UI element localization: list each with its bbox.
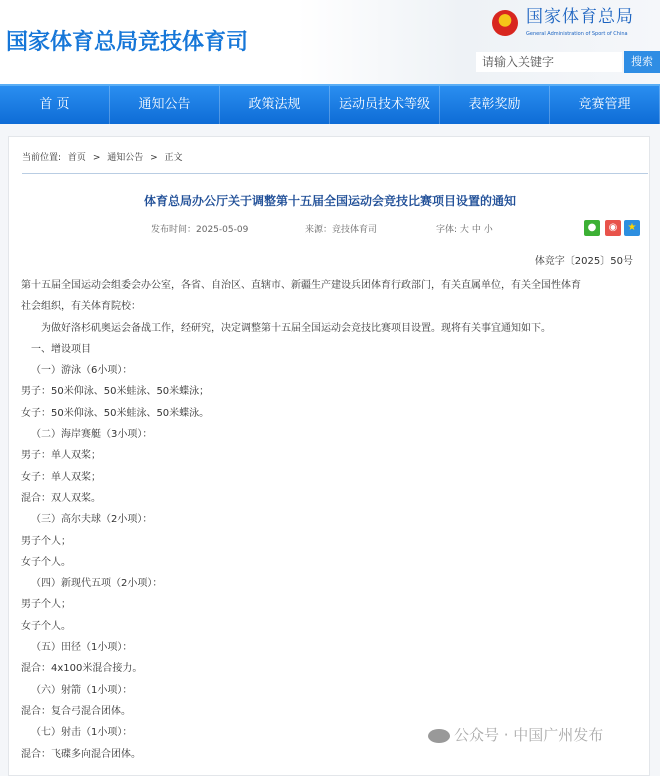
article-title: 体育总局办公厅关于调整第十五届全国运动会竞技比赛项目设置的通知 (143, 194, 516, 208)
paragraph-line: 男子：50米仰泳、50米蛙泳、50米蝶泳； (21, 386, 210, 398)
paragraph-line: 社会组织，有关体育院校： (21, 301, 141, 313)
gas-logo-en: General Administration of Sport of China (526, 31, 628, 37)
paragraph-line: 混合：飞碟多向混合团体。 (21, 748, 141, 760)
paragraph-line: （五）田径（1小项）： (31, 642, 133, 654)
article-card (8, 136, 650, 776)
nav-home[interactable]: 首 页 (0, 86, 110, 124)
search-button[interactable]: 搜索 (624, 51, 660, 73)
weibo-share-icon[interactable]: ◉ (605, 220, 621, 236)
document-number: 体竞字〔2025〕50号 (534, 256, 633, 267)
watermark (428, 726, 603, 744)
paragraph-line: 第十五届全国运动会组委会办公室，各省、自治区、直辖市、新疆生产建设兵团体育行政部门，有关直属单位，有关全国性体育 (21, 280, 581, 291)
paragraph-line: （六）射箭（1小项）： (31, 684, 133, 696)
paragraph-line: 女子：50米仰泳、50米蛙泳、50米蝶泳。 (21, 407, 210, 419)
paragraph-line: 一、增设项目 (31, 343, 91, 355)
nav-awards[interactable]: 表彰奖励 (440, 86, 550, 124)
font-size-control (436, 224, 493, 236)
gas-logo-cn[interactable]: 国家体育总局 (526, 7, 634, 27)
paragraph-line: 男子个人； (21, 599, 71, 611)
favorite-star-icon[interactable]: ★ (624, 220, 640, 236)
paragraph-line: （三）高尔夫球（2小项）： (31, 514, 153, 526)
paragraph-line: 混合：复合弓混合团体。 (21, 705, 131, 717)
paragraph-line: （一）游泳（6小项）： (31, 365, 133, 377)
paragraph-line: 混合：4x100米混合接力。 (21, 663, 143, 675)
paragraph-line: （七）射击（1小项）： (31, 727, 133, 739)
nav-policies[interactable]: 政策法规 (220, 86, 330, 124)
search-input[interactable]: 请输入关键字 (476, 52, 622, 72)
font-medium[interactable]: 中 (471, 225, 481, 235)
wechat-share-icon[interactable]: ● (584, 220, 600, 236)
paragraph-line: （四）新现代五项（2小项）： (31, 578, 163, 590)
site-header (0, 0, 660, 84)
font-size-label: 字体: (436, 225, 458, 235)
article-body (21, 275, 651, 765)
nav-competition[interactable]: 竞赛管理 (550, 86, 660, 124)
article-source: 来源：竞技体育司 (305, 225, 378, 235)
paragraph-line: 女子个人。 (21, 620, 71, 632)
breadcrumb-notices[interactable]: 通知公告 (107, 153, 144, 163)
breadcrumb (22, 152, 187, 164)
paragraph-line: 为做好洛杉矶奥运会备战工作，经研究，决定调整第十五届全国运动会竞技比赛项目设置。现将有关事宜通知如下。 (41, 322, 551, 334)
paragraph-line: 女子：单人双桨； (21, 471, 101, 483)
wechat-watermark-icon (428, 729, 450, 743)
paragraph-line: 混合：双人双桨。 (21, 492, 101, 504)
main-nav (0, 84, 660, 124)
font-large[interactable]: 大 (459, 225, 469, 235)
breadcrumb-home[interactable]: 首页 (67, 153, 86, 163)
nav-athlete-levels[interactable]: 运动员技术等级 (330, 86, 440, 124)
breadcrumb-current: 正文 (164, 153, 183, 163)
font-small[interactable]: 小 (483, 225, 493, 235)
paragraph-line: 女子个人。 (21, 556, 71, 568)
breadcrumb-separator: > (92, 153, 101, 163)
site-title[interactable]: 国家体育总局竞技体育司 (6, 30, 249, 55)
paragraph-line: 男子：单人双桨； (21, 450, 101, 462)
nav-notices[interactable]: 通知公告 (110, 86, 220, 124)
watermark-text: 公众号 · 中国广州发布 (454, 726, 604, 744)
divider (22, 173, 648, 174)
breadcrumb-separator: > (150, 153, 158, 163)
national-emblem-icon (492, 10, 518, 36)
paragraph-line: （二）海岸赛艇（3小项）： (31, 429, 153, 441)
publish-date: 发布时间：2025-05-09 (151, 225, 249, 235)
paragraph-line: 男子个人； (21, 535, 71, 547)
breadcrumb-label: 当前位置: (22, 153, 62, 163)
